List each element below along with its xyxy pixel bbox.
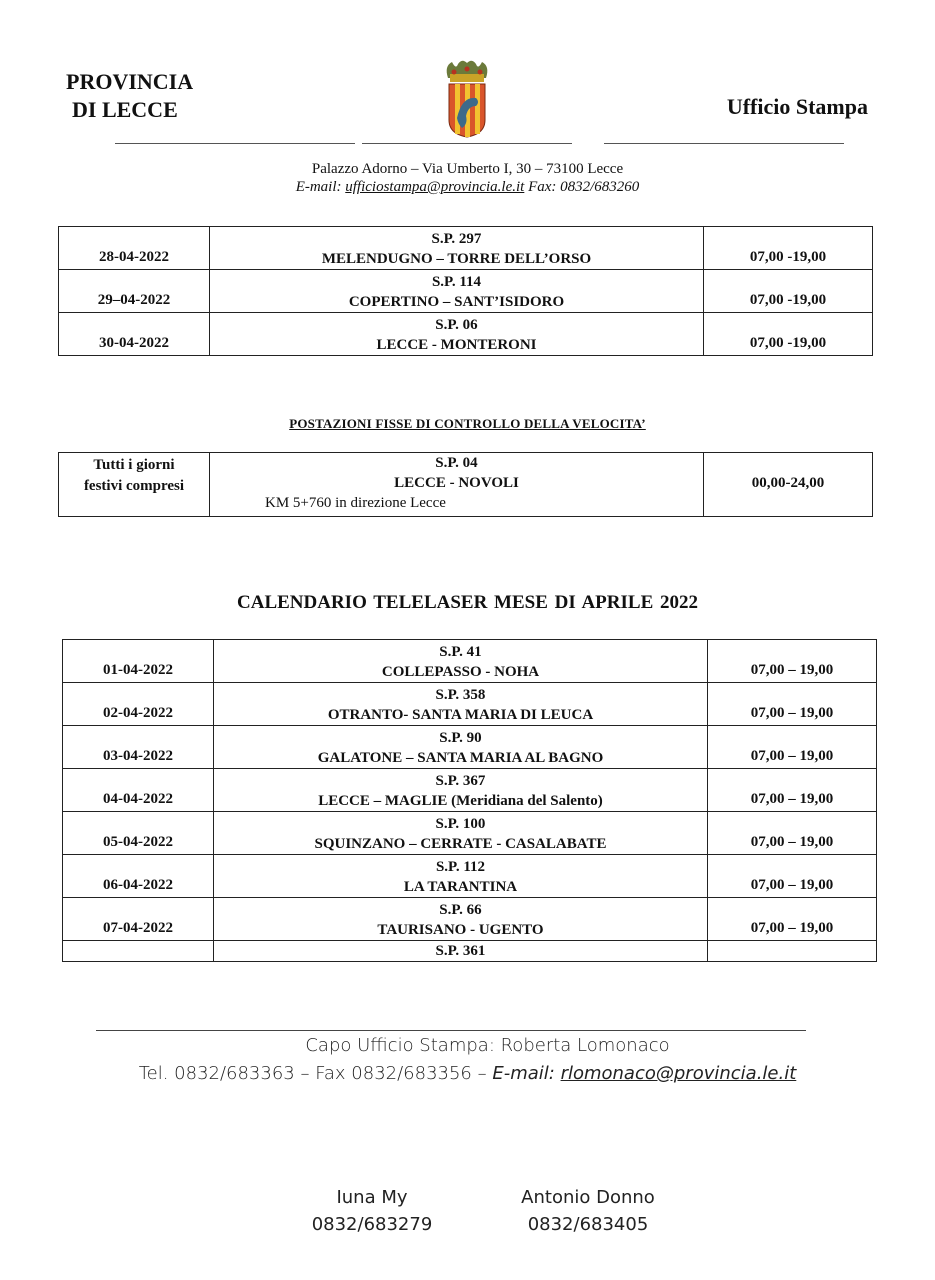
press-contact-line xyxy=(0,1060,935,1088)
date-cell: 04-04-2022 xyxy=(63,769,214,812)
contact-phone: 0832/683405 xyxy=(527,1214,649,1235)
schedule-table-end-april xyxy=(58,226,873,356)
contact-phone: 0832/683279 xyxy=(311,1214,433,1235)
table-row xyxy=(59,313,873,356)
contact-name: Antonio Donno xyxy=(521,1187,655,1208)
contact-line xyxy=(0,178,935,196)
road-cell xyxy=(214,941,708,962)
org-line-1: PROVINCIA xyxy=(66,69,194,94)
date-cell: 01-04-2022 xyxy=(63,640,214,683)
road-number: S.P. 90 xyxy=(439,730,482,746)
road-route: COPERTINO – SANT’ISIDORO xyxy=(348,294,565,310)
days-line-2: festivi compresi xyxy=(83,478,185,494)
contact-name: Iuna My xyxy=(336,1187,408,1208)
header-rule-right xyxy=(604,143,844,144)
press-chief: Capo Ufficio Stampa: Roberta Lomonaco xyxy=(305,1035,670,1056)
road-route: GALATONE – SANTA MARIA AL BAGNO xyxy=(317,750,604,766)
date-cell: 28-04-2022 xyxy=(59,227,210,270)
footer-rule xyxy=(96,1030,806,1031)
fixed-speed-title: POSTAZIONI FISSE DI CONTROLLO DELLA VELOCITA’ xyxy=(289,416,646,431)
fax-text: Fax: 0832/683260 xyxy=(524,179,640,195)
road-cell xyxy=(210,313,704,356)
road-number: S.P. 04 xyxy=(435,455,478,471)
road-cell xyxy=(214,812,708,855)
date-cell: 29–04-2022 xyxy=(59,270,210,313)
table-row xyxy=(63,855,877,898)
road-number: S.P. 66 xyxy=(439,902,482,918)
address-line: Palazzo Adorno – Via Umberto I, 30 – 73100 Lecce xyxy=(311,161,624,177)
hours-cell: 00,00-24,00 xyxy=(704,453,873,517)
hours-cell: 07,00 – 19,00 xyxy=(708,898,877,941)
fixed-speed-table xyxy=(58,452,873,517)
road-cell xyxy=(214,640,708,683)
road-route: LECCE - NOVOLI xyxy=(394,475,519,491)
press-office-contact xyxy=(0,1032,935,1088)
hours-cell: 07,00 – 19,00 xyxy=(708,812,877,855)
date-cell xyxy=(63,941,214,962)
provincia-lecce-crest-icon xyxy=(438,58,496,138)
table-row xyxy=(59,270,873,313)
hours-cell: 07,00 – 19,00 xyxy=(708,683,877,726)
road-cell xyxy=(214,726,708,769)
table-row xyxy=(63,683,877,726)
days-line-1: Tutti i giorni xyxy=(93,457,175,473)
date-cell: 02-04-2022 xyxy=(63,683,214,726)
road-number: S.P. 297 xyxy=(431,231,482,247)
hours-cell: 07,00 – 19,00 xyxy=(708,726,877,769)
date-cell: 03-04-2022 xyxy=(63,726,214,769)
email-label: E-mail: xyxy=(295,179,346,195)
road-number: S.P. 100 xyxy=(435,816,486,832)
contact-person xyxy=(292,1184,452,1238)
table-row xyxy=(63,898,877,941)
road-cell xyxy=(210,453,704,517)
hours-cell xyxy=(708,941,877,962)
road-number: S.P. 367 xyxy=(435,773,486,789)
table-row xyxy=(63,726,877,769)
hours-cell: 07,00 -19,00 xyxy=(704,270,873,313)
hours-cell: 07,00 -19,00 xyxy=(704,227,873,270)
road-route: COLLEPASSO - NOHA xyxy=(381,664,540,680)
road-number: S.P. 361 xyxy=(435,943,486,959)
header-rule-left xyxy=(115,143,355,144)
calendar-title: CALENDARIO TELELASER MESE DI APRILE 2022 xyxy=(237,592,698,613)
hours-cell: 07,00 -19,00 xyxy=(704,313,873,356)
date-cell: 07-04-2022 xyxy=(63,898,214,941)
road-route: LECCE – MAGLIE (Meridiana del Salento) xyxy=(318,793,603,809)
date-cell: 06-04-2022 xyxy=(63,855,214,898)
address-block xyxy=(0,160,935,196)
road-cell xyxy=(214,769,708,812)
date-cell: 30-04-2022 xyxy=(59,313,210,356)
org-name xyxy=(66,68,193,124)
road-route: LECCE - MONTERONI xyxy=(376,337,537,353)
table-row xyxy=(59,227,873,270)
road-route: LA TARANTINA xyxy=(403,879,518,895)
header-rule-middle xyxy=(362,143,572,144)
road-number: S.P. 06 xyxy=(435,317,478,333)
road-route: SQUINZANO – CERRATE - CASALABATE xyxy=(314,836,607,852)
road-cell xyxy=(214,683,708,726)
road-cell xyxy=(210,227,704,270)
table-row xyxy=(63,640,877,683)
hours-cell: 07,00 – 19,00 xyxy=(708,855,877,898)
road-number: S.P. 112 xyxy=(435,859,486,875)
hours-cell: 07,00 – 19,00 xyxy=(708,640,877,683)
org-line-2: DI LECCE xyxy=(72,97,178,122)
office-email-link[interactable]: ufficiostampa@provincia.le.it xyxy=(345,179,525,195)
hours-cell: 07,00 – 19,00 xyxy=(708,769,877,812)
chief-email-link[interactable]: rlomonaco@provincia.le.it xyxy=(560,1063,797,1084)
road-number: S.P. 41 xyxy=(439,644,482,660)
road-route: TAURISANO - UGENTO xyxy=(377,922,544,938)
telelaser-calendar-table xyxy=(62,639,877,962)
road-cell xyxy=(214,898,708,941)
table-row xyxy=(63,941,877,962)
tel-fax-text: Tel. 0832/683363 – Fax 0832/683356 – xyxy=(138,1063,493,1084)
table-row xyxy=(63,812,877,855)
days-cell xyxy=(59,453,210,517)
date-cell: 05-04-2022 xyxy=(63,812,214,855)
road-route: MELENDUGNO – TORRE DELL’ORSO xyxy=(321,251,592,267)
table-row xyxy=(63,769,877,812)
road-cell xyxy=(214,855,708,898)
road-number: S.P. 358 xyxy=(435,687,486,703)
road-number: S.P. 114 xyxy=(431,274,482,290)
km-location: KM 5+760 in direzione Lecce xyxy=(265,495,446,511)
road-route: OTRANTO- SANTA MARIA DI LEUCA xyxy=(327,707,594,723)
table-row xyxy=(59,453,873,517)
email-label: E-mail: xyxy=(492,1063,561,1084)
road-cell xyxy=(210,270,704,313)
office-name: Ufficio Stampa xyxy=(726,94,868,119)
contact-person xyxy=(498,1184,678,1238)
